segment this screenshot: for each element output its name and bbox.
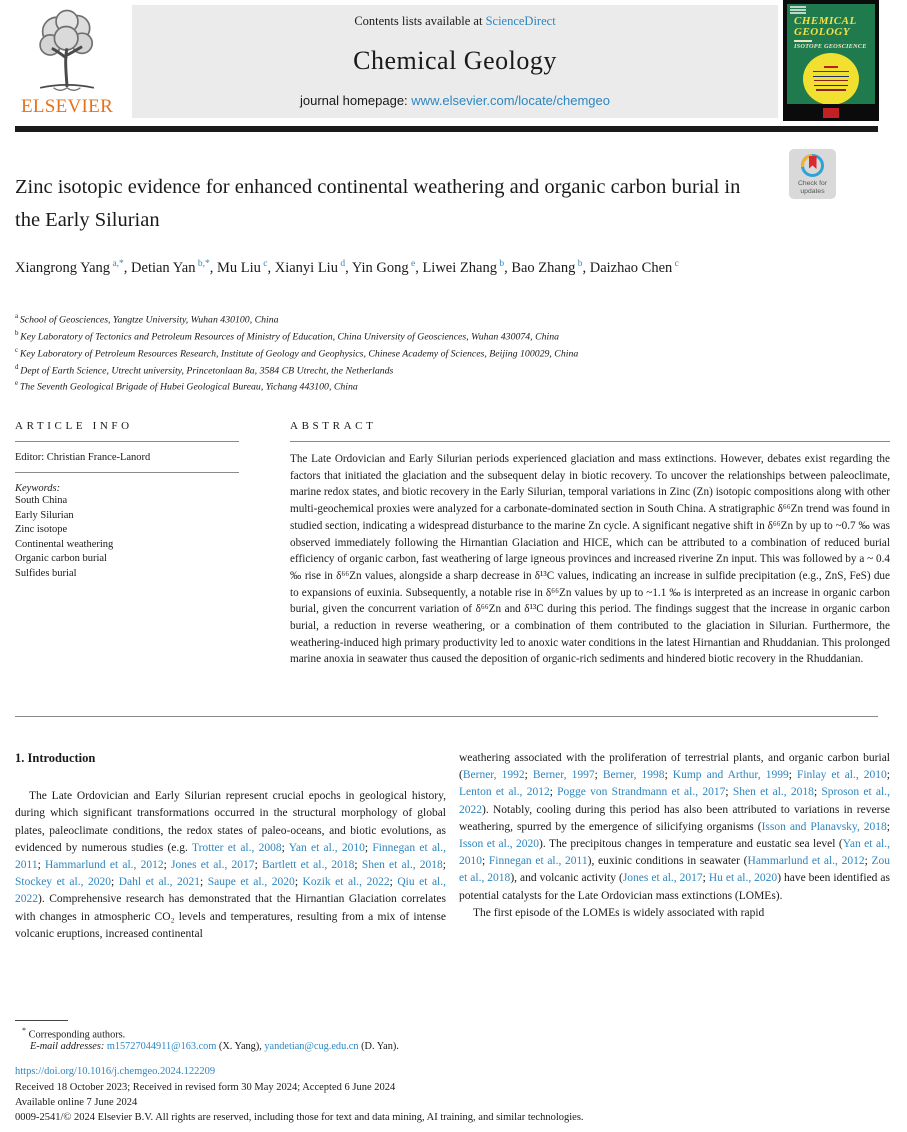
citation-link[interactable]: Bartlett et al., 2018 <box>261 859 355 872</box>
text-segment: ; <box>788 769 797 782</box>
journal-title: Chemical Geology <box>353 46 557 75</box>
text-segment: ; <box>200 876 208 889</box>
cover-volume-marks <box>790 6 806 15</box>
email-link-yang[interactable]: m15727044911@163.com <box>106 1041 217 1052</box>
citation-link[interactable]: Berner, 1998 <box>602 769 665 782</box>
author-name: Liwei Zhang <box>422 259 497 276</box>
affiliation-text: The Seventh Geological Brigade of Hubei Geological Bureau, Yichang 443100, China <box>19 381 358 393</box>
text-segment: , <box>415 259 423 276</box>
divider <box>15 441 239 442</box>
text-segment: ; <box>886 769 890 782</box>
keyword-item: Continental weathering <box>15 538 114 550</box>
affiliation-line <box>15 344 875 361</box>
text-segment: ; <box>281 841 289 854</box>
keywords-list <box>15 494 239 582</box>
intro-right-column <box>459 750 890 922</box>
affiliation-sup: c <box>15 345 20 354</box>
text-segment: ; <box>111 876 119 889</box>
article-title: Zinc isotopic evidence for enhanced continental weathering and organic carbon burial in the Early Silurian <box>15 176 741 231</box>
text-segment: ; <box>37 859 45 872</box>
affiliation-sup: e <box>15 379 20 388</box>
citation-link[interactable]: Sproson et al., 2022 <box>459 786 890 816</box>
crossmark-icon <box>801 154 824 177</box>
author-name: Xianyi Liu <box>274 259 338 276</box>
editor-line: Editor: Christian France-Lanord <box>15 452 151 463</box>
citation-link[interactable]: Stockey et al., 2020 <box>15 876 111 889</box>
text-segment: , <box>209 259 217 276</box>
citation-link[interactable]: Trotter et al., 2008 <box>191 841 282 854</box>
citation-link[interactable]: Shen et al., 2018 <box>732 786 814 799</box>
available-online-line: Available online 7 June 2024 <box>15 1097 138 1108</box>
elsevier-tree-icon <box>25 6 109 94</box>
homepage-link[interactable]: www.elsevier.com/locate/chemgeo <box>411 93 610 108</box>
affiliation-line <box>15 310 875 327</box>
header-divider-bar <box>15 126 878 132</box>
text-segment: The first episode of the LOMEs is widely associated with rapid <box>473 906 765 919</box>
text-segment: ; <box>864 855 872 868</box>
check-for-updates-label: Check for updates <box>797 180 828 195</box>
text-segment: ; <box>364 841 373 854</box>
keyword-item: Early Silurian <box>15 509 74 521</box>
text-segment: ; <box>549 786 558 799</box>
affiliation-line <box>15 327 875 344</box>
citation-link[interactable]: Lenton et al., 2012 <box>459 786 550 799</box>
author-name: Xiangrong Yang <box>15 259 111 276</box>
text-segment: ; <box>442 859 446 872</box>
citation-link[interactable]: Kump and Arthur, 1999 <box>672 769 789 782</box>
citation-link[interactable]: Hammarlund et al., 2012 <box>44 859 164 872</box>
cover-elsevier-mark <box>823 108 839 118</box>
cover-including-line <box>794 40 812 42</box>
text-segment: , <box>504 259 512 276</box>
introduction-heading: 1. Introduction <box>15 751 96 765</box>
text-segment: ; <box>389 876 398 889</box>
author-name: Daizhao Chen <box>589 259 673 276</box>
citation-link[interactable]: Kozik et al., 2022 <box>302 876 390 889</box>
affiliation-text: Dept of Earth Science, Utrecht university, Princetonlaan 8a, 3584 CB Utrecht, the Netherlands <box>20 364 394 376</box>
journal-header-banner <box>132 5 778 118</box>
citation-link[interactable]: Jones et al., 2017 <box>622 872 703 885</box>
cover-journal-title: CHEMICAL GEOLOGY <box>794 15 857 38</box>
cover-editors-circle <box>803 53 859 105</box>
keywords-label: Keywords: <box>15 483 61 494</box>
body-paragraph <box>15 788 446 943</box>
author-affiliation-sup[interactable]: c <box>672 259 679 269</box>
text-segment: ; <box>886 820 890 833</box>
body-paragraph <box>459 750 890 905</box>
citation-link[interactable]: Yan et al., 2010 <box>459 838 890 868</box>
email-suffix-yan: (D. Yan). <box>358 1041 399 1052</box>
doi-link-line <box>15 1066 215 1077</box>
affiliation-text: School of Geosciences, Yangtze University, Wuhan 430100, China <box>19 314 279 326</box>
asterisk-marker: * <box>22 1026 26 1035</box>
divider <box>290 441 890 442</box>
abstract-text: The Late Ordovician and Early Silurian periods experienced glaciation and mass extinctions. However, debates exist regarding the factors that initiated the glaciation and the subsequent delay in biotic recovery. To uncover the relationships between paleoclimate, marine redox states, and biotic recovery in the Early Silurian, temporal variations in Zinc (Zn) isotopic compositions along with other multi-geochemical proxies were analyzed for a carbonate-dominated section in South China. A stratigraphic δ⁶⁶Zn trend was found in studied section, indicating a widespread disturbance to the marine Zn cycle. A significant negative shift in δ⁶⁶Zn by up to ~0.7 ‰ was observed immediately following the Hirnantian Glaciation and HICE, which can be attributed to a combination of reduced burial efficiency of organic carbon, fast weathering of large igneous provinces and increased riverine Zn input. This was followed by a ~ 0.4 ‰ rise in δ⁶⁶Zn values, alongside a sharp decrease in δ¹³C values, indicating an increase in sulfide precipitation (e.g., ZnS, FeS) due to expansions of euxinia. Subsequently, a notable rise in δ⁶⁶Zn values by up to ~1.1 ‰ is interpreted as an increase in organic carbon burial, given the concurrent variation of δ⁶⁶Zn and δ¹³C during this period. The findings suggest that the increase in organic carbon burial, a reduction in reverse weathering, or a combination of them contributed to the glaciation in Silurian. Furthermore, the weathering-induced high primary productivity led to anoxic water conditions in the latest Hirnantian and Rhuddanian. This prolonged marine anoxia in seawater thus caused the deposition of organic-rich sediments and hindered biotic recovery in the Rhuddanian. <box>290 453 890 666</box>
citation-link[interactable]: Jones et al., 2017 <box>171 859 255 872</box>
author-affiliation-sup[interactable]: c <box>260 259 268 269</box>
check-for-updates-badge[interactable] <box>789 149 836 199</box>
author-name: Bao Zhang <box>511 259 576 276</box>
doi-link[interactable]: https://doi.org/10.1016/j.chemgeo.2024.122209 <box>15 1066 216 1077</box>
copyright-line: 0009-2541/© 2024 Elsevier B.V. All rights are reserved, including those for text and data mining, AI training, and similar technologies. <box>15 1112 584 1123</box>
text-segment: ). Comprehensive research has demonstrated that the Hirnantian Glaciation correlates with changes in atmospheric CO₂ levels and temperatures, resulting from a mix of intense volcanic eruptions, increased continental <box>15 893 446 940</box>
divider <box>15 472 239 473</box>
text-segment: ; <box>254 859 262 872</box>
citation-link[interactable]: Hammarlund et al., 2012 <box>747 855 865 868</box>
text-segment: , <box>345 259 352 276</box>
text-segment: ; <box>294 876 303 889</box>
author-name: Yin Gong <box>351 259 409 276</box>
keyword-item: Zinc isotope <box>15 524 68 536</box>
author-name: Mu Liu <box>216 259 261 276</box>
text-segment: ; <box>524 769 533 782</box>
intro-left-paragraphs <box>15 788 446 943</box>
citation-link[interactable]: Berner, 1992 <box>462 769 525 782</box>
author-affiliation-sup[interactable]: a,* <box>110 259 124 269</box>
email-link-yan[interactable]: yandetian@cug.edu.cn <box>264 1041 359 1052</box>
text-segment: ; <box>354 859 362 872</box>
citation-link[interactable]: Hu et al., 2020 <box>708 872 778 885</box>
affiliation-list <box>15 310 875 394</box>
text-segment: ), and volcanic activity ( <box>510 872 623 885</box>
keyword-item: South China <box>15 495 68 506</box>
keyword-item: Organic carbon burial <box>15 553 107 565</box>
text-segment: ; <box>664 769 673 782</box>
text-segment: , <box>267 259 275 276</box>
citation-link[interactable]: Finnegan et al., 2011 <box>15 841 446 872</box>
text-segment: weathering associated with the proliferation of terrestrial plants, and organic carbon burial ( <box>459 752 890 782</box>
citation-link[interactable]: Saupe et al., 2020 <box>207 876 295 889</box>
homepage-label: journal homepage: <box>299 93 412 108</box>
affiliation-line <box>15 377 875 394</box>
text-segment: ; <box>813 786 822 799</box>
elsevier-logo <box>14 6 120 118</box>
article-info-heading: ARTICLE INFO <box>15 420 133 432</box>
text-segment: The Late Ordovician and Early Silurian represent crucial epochs in geological history, during which significant transformations occurred in the structural morphology of global plates, paleoclimate conditions, the redox states of paleo-oceans, and biotic evolutions, as evidenced by numerous studies (e.g. <box>15 790 446 854</box>
author-affiliation-sup[interactable]: b <box>496 259 505 269</box>
journal-homepage-line <box>300 93 610 108</box>
citation-link[interactable]: Isson et al., 2020 <box>459 838 540 851</box>
abstract-section <box>290 420 890 668</box>
affiliation-line <box>15 361 875 378</box>
intro-left-column <box>15 750 446 943</box>
citation-link[interactable]: Zou et al., 2018 <box>459 855 890 885</box>
text-segment: , <box>582 259 590 276</box>
citation-link[interactable]: Qiu et al., 2022 <box>15 876 446 906</box>
text-segment: ; <box>594 769 603 782</box>
text-segment: ; <box>163 859 172 872</box>
author-affiliation-sup[interactable]: e <box>408 259 416 269</box>
email-suffix-yang: (X. Yang), <box>216 1041 265 1052</box>
journal-cover-art <box>787 4 875 104</box>
text-segment: ; <box>725 786 733 799</box>
sciencedirect-link[interactable]: ScienceDirect <box>485 14 556 28</box>
citation-link[interactable]: Shen et al., 2018 <box>361 859 443 872</box>
email-label: E-mail addresses: <box>30 1041 107 1052</box>
body-paragraph <box>459 905 890 922</box>
cover-subtitle: ISOTOPE GEOSCIENCE <box>794 42 867 50</box>
author-affiliation-sup[interactable]: b <box>575 259 583 269</box>
contents-prefix: Contents lists available at <box>354 14 486 28</box>
citation-link[interactable]: Yan et al., 2010 <box>288 841 365 854</box>
keyword-item: Sulfides burial <box>15 567 77 579</box>
intro-right-paragraphs <box>459 750 890 922</box>
citation-link[interactable]: Dahl et al., 2021 <box>118 876 201 889</box>
text-segment: ; <box>702 872 709 885</box>
affiliation-sup: a <box>15 312 20 320</box>
journal-cover-thumbnail[interactable] <box>783 0 879 121</box>
text-segment: ) have been identified as potential catalysts for the Late Ordovician mass extinctions (LOMEs). <box>459 872 890 902</box>
section-divider <box>15 716 878 717</box>
corresponding-text: Corresponding authors. <box>26 1029 126 1041</box>
text-segment: ; <box>482 855 489 868</box>
text-segment: ). The precipitous changes in temperature and eustatic sea level ( <box>539 838 843 851</box>
citation-link[interactable]: Pogge von Strandmann et al., 2017 <box>557 786 726 799</box>
text-segment: ). Notably, cooling during this period has also been attributed to variations in reverse weathering, spurred by the emergence of silicifying organisms ( <box>459 803 890 833</box>
affiliation-text: Key Laboratory of Tectonics and Petroleum Resources of Ministry of Education, China University of Geosciences, Wuhan 430074, China <box>20 331 560 343</box>
author-list <box>15 253 787 280</box>
affiliation-text: Key Laboratory of Petroleum Resources Research, Institute of Geology and Geophysics, Chinese Academy of Sciences, Beijing 100029, China <box>19 347 579 359</box>
affiliation-sup: b <box>15 328 21 337</box>
elsevier-wordmark: ELSEVIER <box>20 96 114 117</box>
citation-link[interactable]: Finlay et al., 2010 <box>796 769 887 782</box>
citation-link[interactable]: Isson and Planavsky, 2018 <box>761 820 887 833</box>
affiliation-sup: d <box>15 362 21 371</box>
citation-link[interactable]: Berner, 1997 <box>532 769 595 782</box>
text-segment: ), euxinic conditions in seawater ( <box>587 855 748 868</box>
text-segment: , <box>123 259 132 276</box>
footnote-divider <box>15 1020 68 1021</box>
author-affiliation-sup[interactable]: d <box>337 259 346 269</box>
bookmark-icon <box>809 156 817 169</box>
contents-lists-line <box>354 14 555 29</box>
corresponding-authors-note <box>22 1026 125 1040</box>
citation-link[interactable]: Finnegan et al., 2011 <box>488 855 588 868</box>
abstract-heading: ABSTRACT <box>290 420 377 432</box>
received-dates-line: Received 18 October 2023; Received in revised form 30 May 2024; Accepted 6 June 2024 <box>15 1082 396 1093</box>
email-addresses-line <box>30 1041 399 1052</box>
article-info-section <box>15 420 239 582</box>
author-affiliation-sup[interactable]: b,* <box>195 259 210 269</box>
author-name: Detian Yan <box>131 259 196 276</box>
